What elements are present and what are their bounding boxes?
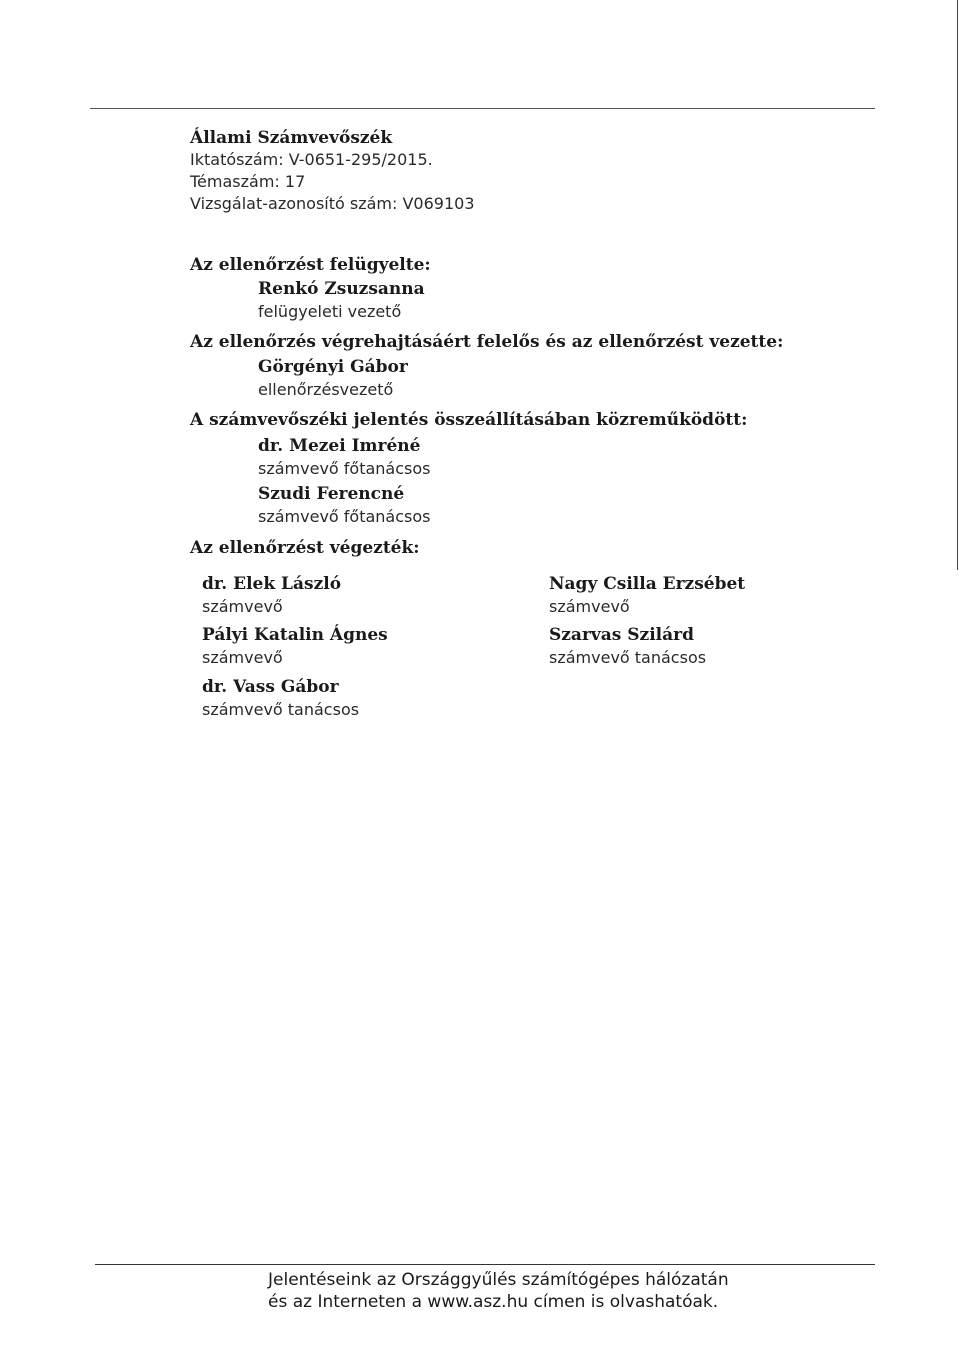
supervisor-role: felügyeleti vezető: [258, 302, 402, 321]
contributor-name: Szudi Ferencné: [258, 484, 405, 504]
auditor-name: dr. Vass Gábor: [202, 677, 339, 697]
auditors-heading: Az ellenőrzést végezték:: [190, 538, 420, 558]
contributors-heading: A számvevőszéki jelentés összeállításában közreműködött:: [190, 410, 748, 430]
reference-number: Iktatószám: V-0651-295/2015.: [190, 150, 433, 169]
contributor-role: számvevő főtanácsos: [258, 507, 431, 526]
auditor-role: számvevő: [202, 597, 283, 616]
auditor-role: számvevő tanácsos: [549, 648, 707, 667]
auditor-role: számvevő: [202, 648, 283, 667]
footer-divider: [95, 1264, 875, 1265]
contributor-name: dr. Mezei Imréné: [258, 436, 421, 456]
topic-number: Témaszám: 17: [190, 172, 306, 191]
lead-name: Görgényi Gábor: [258, 357, 408, 377]
auditor-name: Pályi Katalin Ágnes: [202, 625, 388, 645]
top-divider: [90, 108, 875, 109]
scan-edge-line: [957, 0, 958, 570]
org-name: Állami Számvevőszék: [190, 128, 393, 148]
auditor-role: számvevő tanácsos: [202, 700, 360, 719]
contributor-role: számvevő főtanácsos: [258, 459, 431, 478]
supervision-heading: Az ellenőrzést felügyelte:: [190, 255, 431, 275]
auditor-name: dr. Elek László: [202, 574, 342, 594]
supervisor-name: Renkó Zsuzsanna: [258, 279, 425, 299]
audit-id: Vizsgálat-azonosító szám: V069103: [190, 194, 475, 213]
lead-role: ellenőrzésvezető: [258, 380, 394, 399]
footer-line-1: Jelentéseink az Országgyűlés számítógépes hálózatán: [268, 1270, 729, 1290]
footer-line-2: és az Interneten a www.asz.hu címen is olvashatóak.: [268, 1292, 719, 1312]
auditor-name: Szarvas Szilárd: [549, 625, 694, 645]
lead-heading: Az ellenőrzés végrehajtásáért felelős és az ellenőrzést vezette:: [190, 332, 784, 352]
auditor-role: számvevő: [549, 597, 630, 616]
auditor-name: Nagy Csilla Erzsébet: [549, 574, 746, 594]
